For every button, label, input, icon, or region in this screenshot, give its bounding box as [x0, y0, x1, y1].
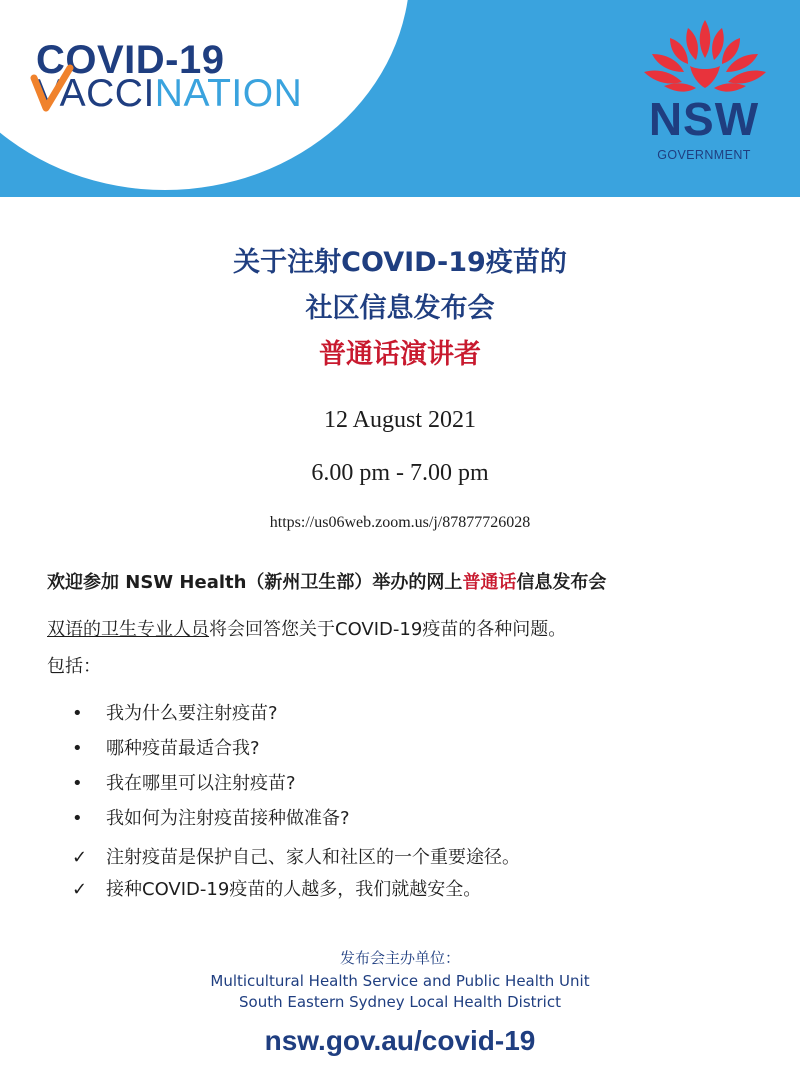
covid19-logo-line1: COVID-19 — [36, 38, 225, 82]
bullet-icon: • — [72, 738, 83, 759]
host-label: 发布会主办单位： — [339, 949, 460, 967]
vaccination-logo-blue-part: NATION — [154, 72, 303, 115]
event-date: 12 August 2021 — [323, 407, 476, 433]
list-item — [72, 874, 520, 906]
host-line1: Multicultural Health Service and Public Health Unit — [210, 972, 590, 990]
list-item-text: 我为什么要注射疫苗? — [106, 703, 278, 724]
nsw-wordmark: NSW — [648, 93, 760, 145]
event-time: 6.00 pm - 7.00 pm — [311, 460, 489, 486]
welcome-suffix: 信息发布会 — [516, 572, 607, 593]
list-item — [72, 766, 350, 801]
answer-underlined: 双语的卫生专业人员 — [47, 619, 209, 640]
question-list — [72, 696, 350, 836]
list-item — [72, 842, 520, 874]
answer-rest: 将会回答您关于COVID-19疫苗的各种问题。 — [209, 619, 567, 640]
list-item — [72, 731, 350, 766]
welcome-highlight: 普通话 — [462, 572, 517, 593]
bullet-icon: • — [72, 773, 83, 794]
zoom-link[interactable]: https://us06web.zoom.us/j/87877726028 — [269, 514, 531, 531]
orange-check-icon — [30, 64, 74, 112]
bullet-icon: • — [72, 703, 83, 724]
welcome-text — [47, 570, 606, 596]
header-banner — [0, 0, 800, 197]
title-line2: 社区信息发布会 — [305, 293, 495, 324]
list-item — [72, 696, 350, 731]
list-item — [72, 801, 350, 836]
key-points-list — [72, 842, 520, 906]
title-line1: 关于注射COVID-19疫苗的 — [233, 247, 567, 278]
welcome-prefix: 欢迎参加 NSW Health（新州卫生部）举办的网上 — [47, 572, 463, 593]
list-item-text: 接种COVID-19疫苗的人越多，我们就越安全。 — [106, 879, 482, 900]
answer-text — [47, 617, 566, 643]
government-wordmark: GOVERNMENT — [657, 148, 751, 162]
vaccination-logo-navy-part: VACCI — [36, 72, 155, 115]
bullet-icon: • — [72, 808, 83, 829]
checkmark-icon: ✓ — [72, 879, 88, 900]
list-item-text: 我如何为注射疫苗接种做准备? — [106, 808, 350, 829]
website-link[interactable]: nsw.gov.au/covid-19 — [264, 1025, 536, 1056]
list-item-text: 我在哪里可以注射疫苗? — [106, 773, 296, 794]
title-line3-speaker: 普通话演讲者 — [319, 339, 481, 370]
list-item-text: 注射疫苗是保护自己、家人和社区的一个重要途径。 — [106, 847, 520, 868]
checkmark-icon: ✓ — [72, 847, 88, 868]
vaccination-logo-line2 — [36, 72, 302, 116]
list-item-text: 哪种疫苗最适合我? — [106, 738, 260, 759]
includes-label: 包括： — [47, 656, 101, 677]
host-line2: South Eastern Sydney Local Health District — [239, 993, 561, 1011]
